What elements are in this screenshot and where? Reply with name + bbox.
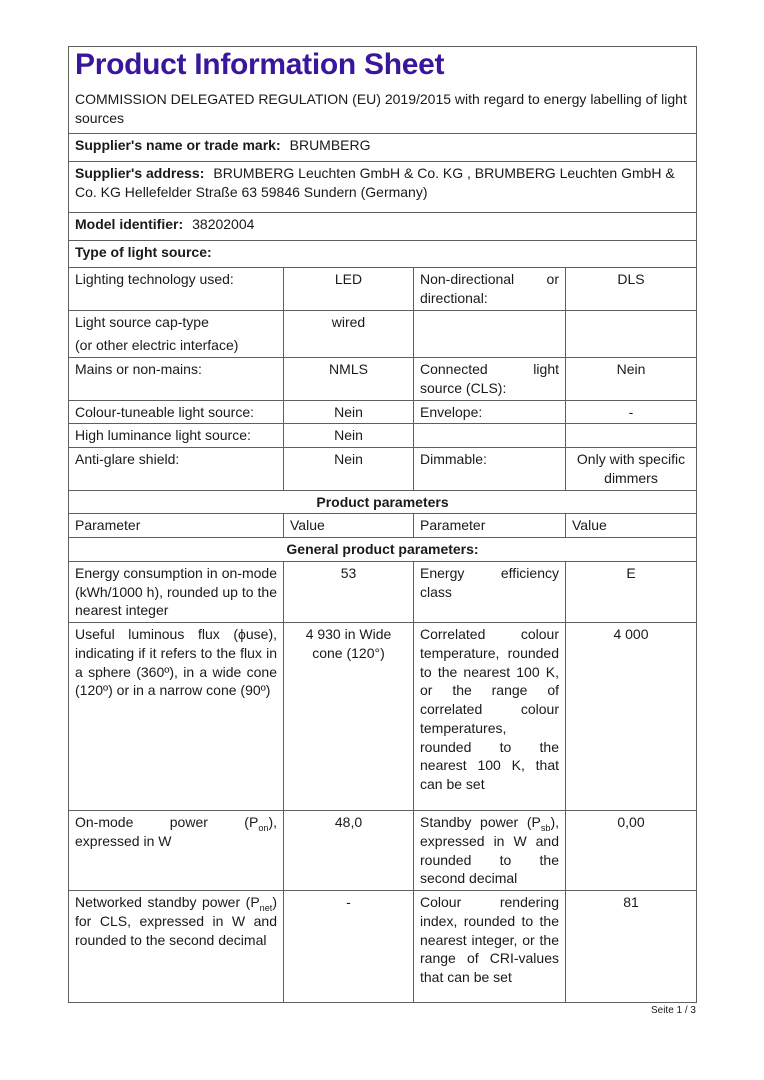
supplier-name-cell [69,134,697,162]
param-cell [69,310,284,358]
supplier-address-label: Supplier's address: [75,165,205,181]
column-header-parameter: Parameter [414,514,566,538]
value-cell: 4 000 [566,623,697,811]
param-cell: Anti-glare shield: [69,448,284,491]
param-cell: Envelope: [414,400,566,424]
param-cell: Connected light source (CLS): [414,358,566,401]
model-identifier-value: 38202004 [192,216,255,232]
page-title: Product Information Sheet [75,48,445,81]
table-row [69,811,697,891]
value-cell [566,424,697,448]
column-header-row [69,514,697,538]
regulation-subtitle: COMMISSION DELEGATED REGULATION (EU) 2019/2015 with regard to energy labelling of light sources [75,91,687,127]
column-header-value: Value [284,514,414,538]
general-parameters-heading: General product parameters: [69,538,697,562]
column-header-value: Value [566,514,697,538]
supplier-name-label: Supplier's name or trade mark: [75,137,281,153]
param-cell [414,424,566,448]
table-row [69,400,697,424]
param-cell: Networked standby power $(P_{net})$ for CLS, expressed in W and rounded to the second decimal [69,891,284,1003]
title-cell [69,47,697,134]
supplier-name-value: BRUMBERG [289,137,371,153]
table-row [69,310,697,358]
table-row [69,623,697,811]
type-of-light-source-cell [69,241,697,268]
param-cell: Lighting technology used: [69,268,284,311]
table-row [69,448,697,491]
supplier-address-row [69,162,697,213]
cap-type-line2: (or other electric interface) [75,337,239,354]
value-cell: 48,0 [284,811,414,891]
param-cell: Non-directional or directional: [414,268,566,311]
type-of-light-source-label: Type of light source: [75,244,212,260]
supplier-address-value: BRUMBERG Leuchten GmbH & Co. KG , BRUMBERG Leuchten GmbH & Co. KG Hellefelder Straße 63 59846 Sundern (Germany) [75,165,675,200]
product-parameters-heading: Product parameters [69,490,697,514]
param-cell: Useful luminous flux (ϕuse), indicating if it refers to the flux in a sphere (360º), in a wide cone (120º) or in a narrow cone (90º) [69,623,284,811]
page-number: Seite 1 / 3 [650,1005,696,1016]
value-cell: Nein [284,400,414,424]
param-cell: On-mode power $(P_{on})$, expressed in W [69,811,284,891]
value-cell: E [566,561,697,622]
value-cell: - [566,400,697,424]
value-cell: Nein [284,424,414,448]
table-row [69,424,697,448]
title-row [69,47,697,134]
product-info-table [68,46,697,1003]
value-cell: DLS [566,268,697,311]
supplier-address-cell [69,162,697,213]
value-cell: 53 [284,561,414,622]
model-identifier-cell [69,213,697,241]
param-cell: Mains or non-mains: [69,358,284,401]
value-cell: Nein [566,358,697,401]
param-cell: Energy consumption in on-mode (kWh/1000 h), rounded up to the nearest integer [69,561,284,622]
supplier-name-row [69,134,697,162]
value-cell: LED [284,268,414,311]
param-cell: Colour rendering index, rounded to the nearest integer, or the range of CRI-values that can be set [414,891,566,1003]
param-cell: Colour-tuneable light source: [69,400,284,424]
param-cell: Dimmable: [414,448,566,491]
value-cell: Only with specific dimmers [566,448,697,491]
general-parameters-heading-row [69,538,697,562]
table-row [69,268,697,311]
value-cell [566,310,697,358]
model-identifier-label: Model identifier: [75,216,184,232]
column-header-parameter: Parameter [69,514,284,538]
type-of-light-source-row [69,241,697,268]
param-cell: Energy efficiency class [414,561,566,622]
model-identifier-row [69,213,697,241]
table-row [69,358,697,401]
value-cell: - [284,891,414,1003]
value-cell: wired [284,310,414,358]
param-cell: Correlated colour temperature, rounded to the nearest 100 K, or the range of correlated colour temperatures, rounded to the nearest 100 K, that can be set [414,623,566,811]
value-cell: Nein [284,448,414,491]
product-parameters-heading-row [69,490,697,514]
table-row [69,561,697,622]
value-cell: NMLS [284,358,414,401]
value-cell: 81 [566,891,697,1003]
param-cell [414,310,566,358]
value-cell: 4 930 in Wide cone (120°) [284,623,414,811]
param-cell: High luminance light source: [69,424,284,448]
value-cell: 0,00 [566,811,697,891]
param-cell: Standby power $(P_{sb})$, expressed in W and rounded to the second decimal [414,811,566,891]
table-row [69,891,697,1003]
cap-type-line1: Light source cap-type [75,313,209,330]
